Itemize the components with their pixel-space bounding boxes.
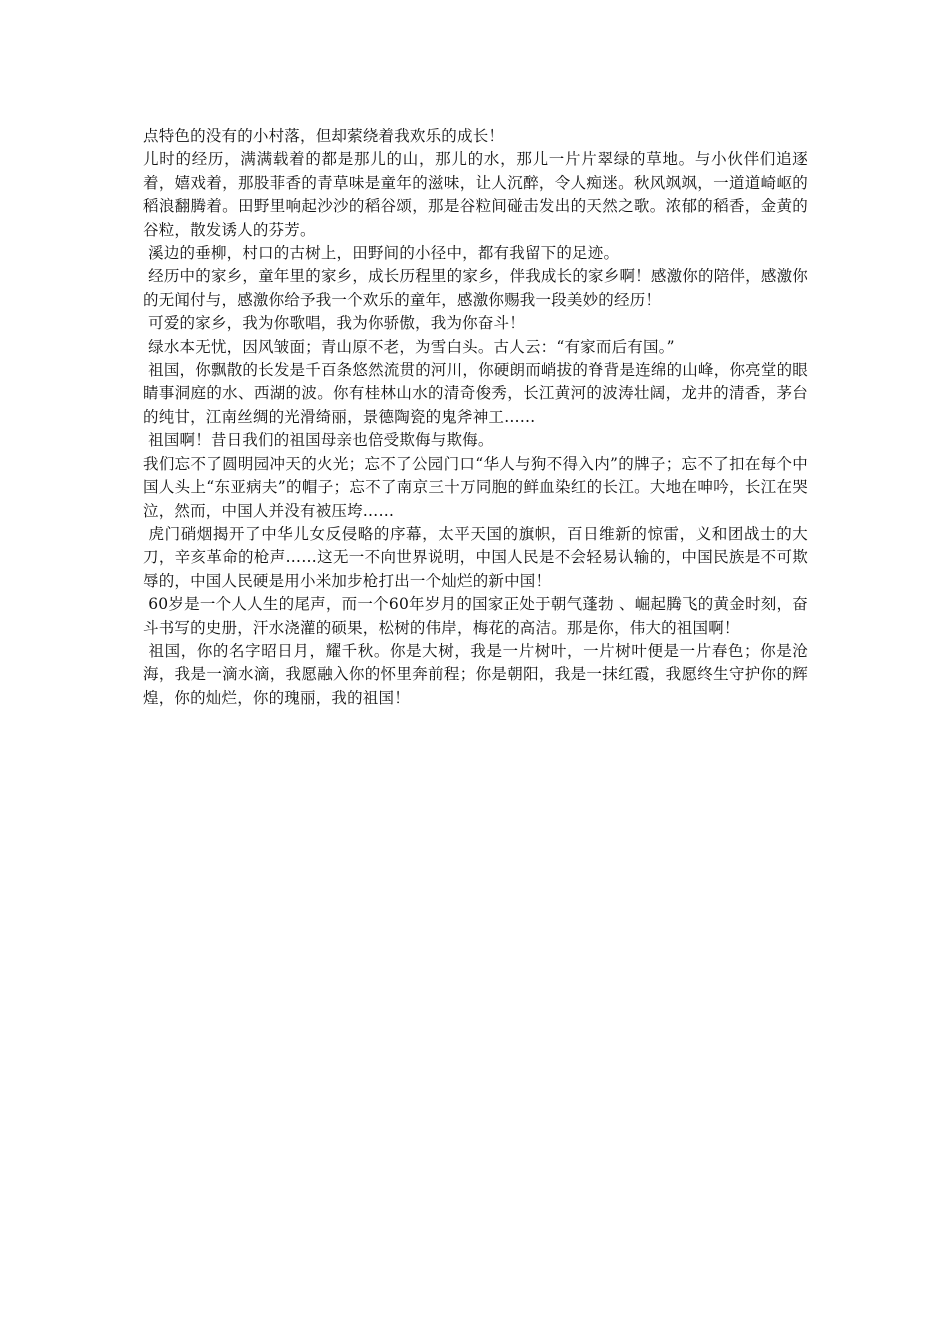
paragraph-9: 我们忘不了圆明园冲天的火光；忘不了公园门口“华人与狗不得入内”的牌子；忘不了扣在每个中国人头上“东亚病夫”的帽子；忘不了南京三十万同胞的鲜血染红的长江。大地在呻吟，长江在哭泣，然而，中国人并没有被压垮……	[143, 454, 808, 520]
paragraph-3: 溪边的垂柳，村口的古树上，田野间的小径中，都有我留下的足迹。	[143, 244, 620, 263]
paragraph-5: 可爱的家乡，我为你歌唱，我为你骄傲，我为你奋斗！	[143, 314, 525, 333]
paragraph-4: 经历中的家乡，童年里的家乡，成长历程里的家乡，伴我成长的家乡啊！感激你的陪伴，感激你的无闻付与，感激你给予我一个欢乐的童年，感激你赐我一段美妙的经历！	[143, 267, 808, 309]
paragraph-7: 祖国，你飘散的长发是千百条悠然流贯的河川，你硬朗而峭拔的脊背是连绵的山峰，你亮堂的眼睛事洞庭的水、西湖的波。你有桂林山水的清奇俊秀，长江黄河的波涛壮阔，龙井的清香，茅台的纯甘，江南丝绸的光滑绮丽，景德陶瓷的鬼斧神工……	[143, 361, 808, 426]
paragraph-11: 60岁是一个人人生的尾声，而一个60年岁月的国家正处于朝气蓬勃 、崛起腾飞的黄金时刻，奋斗书写的史册，汗水浇灌的硕果，松树的伟岸，梅花的高洁。那是你，伟大的祖国啊！	[143, 595, 808, 637]
document-body	[143, 125, 808, 710]
paragraph-12: 祖国，你的名字昭日月，耀千秋。你是大树，我是一片树叶，一片树叶便是一片春色；你是沧海，我是一滴水滴，我愿融入你的怀里奔前程；你是朝阳，我是一抹红霞，我愿终生守护你的辉煌，你的灿烂，你的瑰丽，我的祖国！	[143, 641, 808, 707]
paragraph-2: 儿时的经历，满满载着的都是那儿的山，那儿的水，那儿一片片翠绿的草地。与小伙伴们追逐着，嬉戏着，那股菲香的青草味是童年的滋味，让人沉醉，令人痴迷。秋风飒飒，一道道崎岖的稻浪翻腾着。田野里响起沙沙的稻谷颂，那是谷粒间碰击发出的天然之歌。浓郁的稻香，金黄的谷粒，散发诱人的芬芳。	[143, 150, 808, 239]
paragraph-6: 绿水本无忧，因风皱面；青山原不老，为雪白头。古人云：“有家而后有国。”	[143, 337, 675, 356]
paragraph-1: 点特色的没有的小村落，但却萦绕着我欢乐的成长！	[143, 127, 505, 145]
paragraph-8: 祖国啊！昔日我们的祖国母亲也倍受欺侮与欺侮。	[143, 431, 494, 450]
paragraph-10: 虎门硝烟揭开了中华儿女反侵略的序幕，太平天国的旗帜，百日维新的惊雷，义和团战士的大刀，辛亥革命的枪声……这无一不向世界说明，中国人民是不会轻易认输的，中国民族是不可欺辱的，中国人民硬是用小米加步枪打出一个灿烂的新中国！	[143, 524, 808, 590]
